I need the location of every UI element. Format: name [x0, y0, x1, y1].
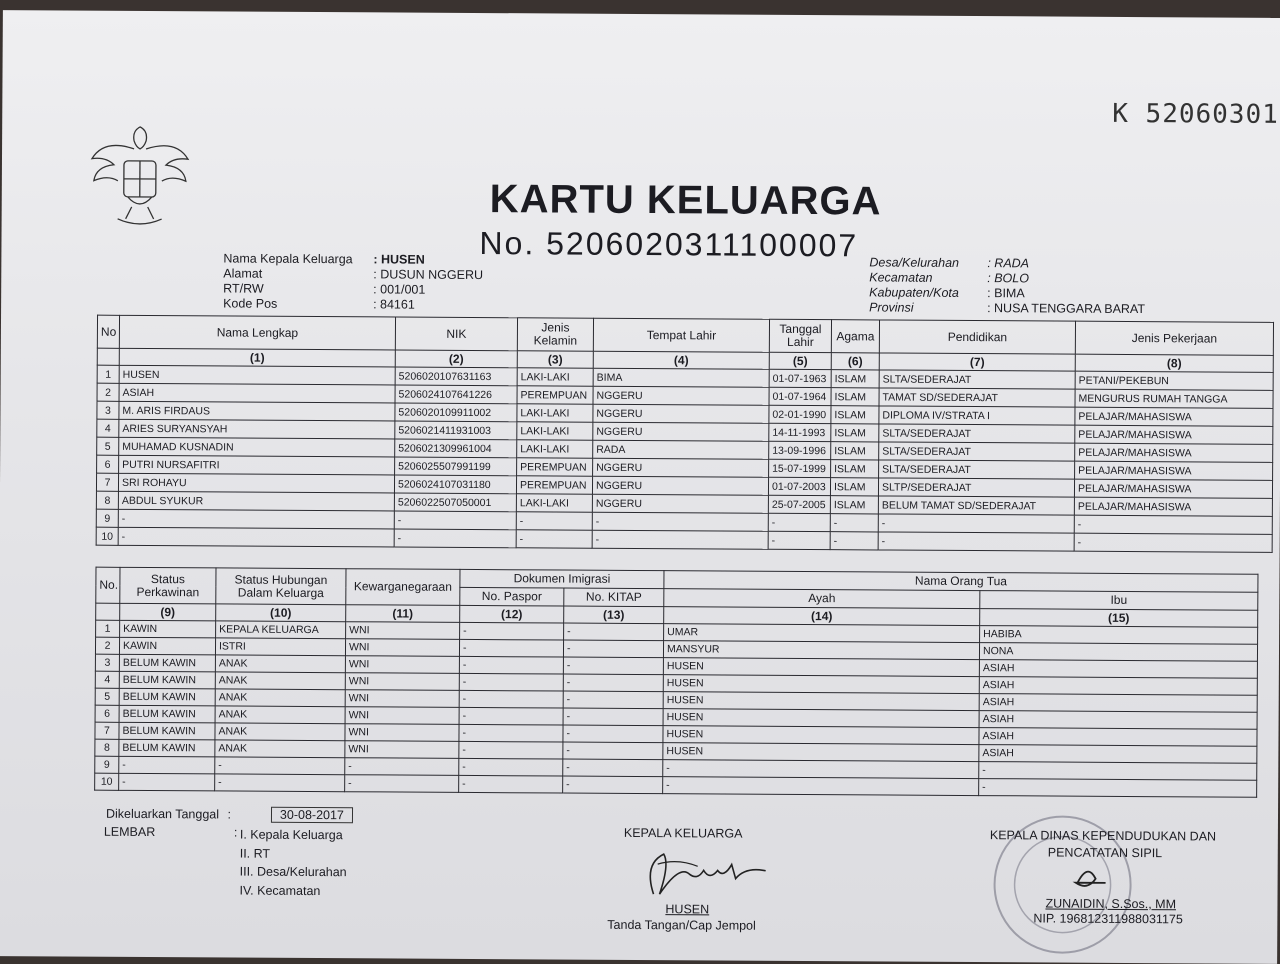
column-number: (10): [216, 604, 346, 622]
issued-block: Dikeluarkan Tanggal : 30-08-2017: [106, 807, 353, 823]
lembar-item: IV. Kecamatan: [239, 881, 346, 900]
kk-sheet: K 52060301 KARTU KELUARGA No. 5206020311100007 Nama Kepala Keluarga : HUSEN Alamat : DUSUN NGGERU RT/RW : 001/001 Kode Pos : 84161 Desa/Kelurahan : RADA Kecamatan : BOLO Kabupaten/Kota : BIMA Provinsi : NUSA TENGGARA BARAT No Nama Lengkap NIK Jenis Kelamin Tempat Lahir Tanggal Lahir Agama Pendidikan Jenis Pekerjaan (1) (2) (3) (4) (5) (6) (7) (8) 1 HUSEN 5206020107631163 LAKI-LAKI BIMA 01-07-1963 ISLAM SLTA/SEDERAJAT PETANI/PEKEBUN 2 ASIAH 5206024107641226 PEREMPUAN NGGERU 01-07-1964 ISLAM TAMAT SD/SEDERAJAT MENGURUS RUMAH TANGGA 3 M. ARIS FIRDAUS 5206020109911002 LAKI-LAKI NGGERU 02-01-1990 ISLAM DIPLOMA IV/STRATA I PELAJAR/MAHASISWA 4 ARIES SURYANSYAH 5206021411931003 LAKI-LAKI NGGERU 14-11-1993 ISLAM SLTA/SEDERAJAT PELAJAR/MAHASISWA 5 MUHAMAD KUSNADIN 5206021309961004 LAKI-LAKI RADA 13-09-1996 ISLAM SLTA/SEDERAJAT PELAJAR/MAHASISWA 6 PUTRI NURSAFITRI 5206025507991199 PEREMPUAN NGGERU 15-07-1999 ISLAM SLTA/SEDERAJAT PELAJAR/MAHASISWA 7 SRI ROHAYU 5206024107031180 PEREMPUAN NGGERU 01-07-2003 ISLAM SLTP/SEDERAJAT PELAJAR/MAHASISWA 8 ABDUL SYUKUR 5206022507050001 LAKI-LAKI NGGERU 25-07-2005 ISLAM BELUM TAMAT SD/SEDERAJAT PELAJAR/MAHASISWA 9 - - - - - - - - 10 - - - - - - - - No. Status Perkawinan Status Hubungan Dalam Keluarga Kewarganegaraan Dokumen Imigrasi Nama Orang Tua No. Paspor No. KITAP Ayah Ibu (9) (10) (11) (12) (13) (14) (15) 1 KAWIN KEPALA KELUARGA WNI - - UMAR HABIBA 2 KAWIN ISTRI WNI - - MANSYUR NONA 3 BELUM KAWIN ANAK WNI - - HUSEN ASIAH 4 BELUM KAWIN ANAK WNI - - HUSEN ASIAH 5 BELUM KAWIN ANAK WNI - - HUSEN ASIAH 6 BELUM KAWIN ANAK WNI - - HUSEN ASIAH 7 BELUM KAWIN ANAK WNI - - HUSEN ASIAH 8 BELUM KAWIN ANAK WNI - - HUSEN ASIAH 9 - - - - - - - 10 - - - - - - - Dikeluarkan Tanggal : 30-08-2017 LEMBAR : I. Kepala Keluarga II. RT III. Desa/Kelurahan IV. Kecamatan KEPALA KELUARGA HUSEN Tanda Tangan/Cap Jempol KEPALA DINAS KEPENDUDUKAN DAN PENCATATAN SIPIL ZUNAIDIN, S.Sos., MM NIP. 196812311988031175: [0, 10, 1280, 964]
table-cell: -: [394, 511, 516, 530]
table-cell: ASIAH: [979, 677, 1257, 696]
column-number: (8): [1075, 354, 1273, 372]
th2-kitap: No. KITAP: [564, 588, 664, 607]
th-jk: Jenis Kelamin: [517, 318, 593, 351]
table-cell: -: [394, 529, 516, 548]
official-nip: NIP. 196812311988031175: [1033, 911, 1183, 926]
table-cell: ISLAM: [831, 406, 879, 424]
table-cell: RADA: [593, 440, 769, 459]
table-cell: -: [830, 514, 878, 532]
column-number: (7): [879, 353, 1075, 371]
table-cell: PELAJAR/MAHASISWA: [1075, 443, 1273, 462]
table-cell: -: [563, 708, 663, 726]
table-cell: LAKI-LAKI: [517, 404, 593, 422]
table-cell: WNI: [345, 690, 459, 708]
table-cell: 5206021309961004: [395, 439, 517, 458]
table-cell: SLTP/SEDERAJAT: [878, 478, 1074, 497]
table-cell: ANAK: [215, 723, 345, 741]
table-cell: ANAK: [215, 672, 345, 690]
table-cell: BELUM TAMAT SD/SEDERAJAT: [878, 496, 1074, 515]
table-cell: 13-09-1996: [769, 441, 831, 459]
table-cell: 15-07-1999: [769, 459, 831, 477]
th-agama: Agama: [831, 320, 879, 353]
table-cell: -: [768, 513, 830, 531]
table-cell: 5206022507050001: [394, 493, 516, 512]
table-cell: ISLAM: [831, 388, 879, 406]
table-cell: ABDUL SYUKUR: [118, 491, 394, 511]
column-number: (1): [119, 348, 395, 367]
official-name: ZUNAIDIN, S.Sos., MM: [1045, 896, 1176, 911]
table-cell: -: [118, 527, 394, 547]
lembar-list: [239, 826, 346, 901]
column-number: (9): [120, 603, 216, 621]
table-cell: -: [878, 514, 1074, 533]
table-cell: 5206021411931003: [395, 421, 517, 440]
table-cell: -: [118, 509, 394, 529]
table-cell: ARIES SURYANSYAH: [119, 419, 395, 439]
column-number: (14): [664, 607, 980, 626]
table-cell: 01-07-2003: [768, 477, 830, 495]
table-cell: DIPLOMA IV/STRATA I: [879, 406, 1075, 425]
th-nama: Nama Lengkap: [119, 315, 395, 350]
table-cell: -: [459, 741, 563, 759]
table-cell: ANAK: [215, 689, 345, 707]
table-cell: ANAK: [215, 740, 345, 758]
table-cell: 2: [95, 637, 119, 654]
table-cell: -: [345, 758, 459, 776]
th-no: No: [97, 315, 119, 348]
table-cell: UMAR: [664, 624, 980, 643]
table-cell: 14-11-1993: [769, 423, 831, 441]
table-cell: -: [1074, 533, 1272, 552]
table-cell: -: [119, 756, 215, 774]
table-cell: BIMA: [593, 368, 769, 387]
table-cell: SLTA/SEDERAJAT: [879, 460, 1075, 479]
table-cell: BELUM KAWIN: [119, 654, 215, 672]
column-number: [96, 603, 120, 620]
column-number: (4): [593, 351, 769, 369]
column-number: (15): [980, 609, 1258, 628]
table-cell: 8: [96, 491, 118, 509]
table-cell: -: [459, 775, 563, 793]
th2-orangtua: Nama Orang Tua: [664, 571, 1258, 593]
column-number: (5): [769, 352, 831, 369]
table-cell: -: [592, 530, 768, 549]
th-pekerjaan: Jenis Pekerjaan: [1075, 321, 1273, 355]
table-cell: BELUM KAWIN: [119, 688, 215, 706]
table-cell: NGGERU: [592, 476, 768, 495]
issued-date: 30-08-2017: [271, 807, 353, 824]
signature-husen: [633, 844, 783, 905]
table-cell: 1: [96, 620, 120, 637]
table-cell: -: [459, 707, 563, 725]
table-cell: ASIAH: [979, 694, 1257, 713]
doc-title: KARTU KELUARGA: [490, 177, 882, 224]
table-cell: PEREMPUAN: [517, 386, 593, 404]
table-cell: -: [663, 777, 979, 796]
table-cell: 9: [95, 756, 119, 773]
table-cell: -: [459, 673, 563, 691]
th2-paspor: No. Paspor: [460, 587, 564, 606]
table-cell: SLTA/SEDERAJAT: [879, 370, 1075, 389]
table-cell: HUSEN: [119, 365, 395, 385]
table-cell: -: [979, 779, 1257, 798]
table-cell: WNI: [345, 707, 459, 725]
table-cell: -: [768, 531, 830, 549]
table-cell: 02-01-1990: [769, 405, 831, 423]
table-cell: 4: [97, 419, 119, 437]
table-cell: -: [215, 774, 345, 792]
lembar-item: III. Desa/Kelurahan: [240, 863, 347, 882]
table-cell: SRI ROHAYU: [118, 473, 394, 493]
th2-no: No.: [96, 567, 120, 603]
table-cell: 5: [97, 437, 119, 455]
table-cell: 5206025507991199: [395, 457, 517, 476]
table-cell: 10: [95, 773, 119, 790]
table-cell: BELUM KAWIN: [119, 739, 215, 757]
th2-kewarganegaraan: Kewarganegaraan: [346, 569, 460, 606]
table-cell: -: [878, 532, 1074, 551]
table-cell: ASIAH: [979, 745, 1257, 764]
table-cell: ASIAH: [979, 711, 1257, 730]
table-cell: KAWIN: [119, 637, 215, 655]
column-number: (6): [831, 353, 879, 370]
lembar-item: II. RT: [240, 844, 347, 863]
table-cell: -: [516, 512, 592, 530]
table-cell: WNI: [346, 622, 460, 640]
table-cell: PELAJAR/MAHASISWA: [1075, 407, 1273, 426]
column-number: [97, 348, 119, 365]
kepala-title: KEPALA KELUARGA: [624, 826, 743, 841]
table-cell: WNI: [345, 639, 459, 657]
table-cell: HUSEN: [663, 743, 979, 762]
table-cell: PELAJAR/MAHASISWA: [1075, 425, 1273, 444]
table-cell: MUHAMAD KUSNADIN: [119, 437, 395, 457]
table-cell: -: [979, 762, 1257, 781]
table-cell: ISLAM: [831, 460, 879, 478]
table-cell: SLTA/SEDERAJAT: [879, 442, 1075, 461]
column-number: (13): [564, 606, 664, 624]
table-cell: NGGERU: [593, 404, 769, 423]
table-cell: BELUM KAWIN: [119, 671, 215, 689]
table-cell: LAKI-LAKI: [517, 368, 593, 386]
table-cell: 5206020109911002: [395, 403, 517, 422]
table-cell: ISLAM: [831, 370, 879, 388]
table-cell: HUSEN: [663, 726, 979, 745]
table-cell: M. ARIS FIRDAUS: [119, 401, 395, 421]
table-cell: -: [563, 640, 663, 658]
table-cell: NGGERU: [592, 494, 768, 513]
table-cell: HUSEN: [663, 709, 979, 728]
table-cell: 1: [97, 365, 119, 383]
table-cell: 6: [95, 705, 119, 722]
table-cell: -: [459, 639, 563, 657]
th-tgl: Tanggal Lahir: [769, 319, 831, 352]
header-right: Desa/Kelurahan : RADA Kecamatan : BOLO Kabupaten/Kota : BIMA Provinsi : NUSA TENGGARA BARAT: [869, 255, 1145, 317]
table-cell: ASIAH: [979, 660, 1257, 679]
table-cell: -: [459, 724, 563, 742]
table-cell: ANAK: [215, 655, 345, 673]
table-cell: LAKI-LAKI: [516, 494, 592, 512]
status-table: [94, 567, 1258, 798]
table-cell: -: [563, 725, 663, 743]
table-cell: 8: [95, 739, 119, 756]
table-cell: ANAK: [215, 706, 345, 724]
table-cell: MENGURUS RUMAH TANGGA: [1075, 389, 1273, 408]
table-cell: -: [516, 530, 592, 548]
table-cell: -: [459, 690, 563, 708]
table-cell: PELAJAR/MAHASISWA: [1074, 497, 1272, 516]
table-cell: NGGERU: [593, 386, 769, 405]
official-title-1: KEPALA DINAS KEPENDUDUKAN DAN: [990, 828, 1216, 843]
table-cell: TAMAT SD/SEDERAJAT: [879, 388, 1075, 407]
th-pendidikan: Pendidikan: [879, 320, 1075, 354]
column-number: (2): [395, 350, 517, 368]
table-cell: ISLAM: [831, 442, 879, 460]
table-cell: HUSEN: [663, 692, 979, 711]
header-left: Nama Kepala Keluarga : HUSEN Alamat : DUSUN NGGERU RT/RW : 001/001 Kode Pos : 84161: [223, 251, 483, 313]
table-cell: -: [459, 656, 563, 674]
table-cell: ASIAH: [979, 728, 1257, 747]
th2-ibu: Ibu: [980, 591, 1258, 611]
members-table: [96, 315, 1274, 553]
document-code: K 52060301: [1112, 99, 1279, 130]
table-cell: -: [563, 776, 663, 794]
table-cell: BELUM KAWIN: [119, 722, 215, 740]
table-cell: -: [563, 657, 663, 675]
th-nik: NIK: [395, 317, 517, 351]
column-number: (12): [460, 605, 564, 623]
column-number: (3): [517, 351, 593, 368]
lembar-label: LEMBAR: [104, 825, 155, 839]
doc-number: No. 5206020311100007: [479, 225, 858, 264]
table-cell: HUSEN: [663, 675, 979, 694]
table-cell: 9: [96, 509, 118, 527]
table-cell: -: [830, 532, 878, 550]
table-cell: MANSYUR: [663, 641, 979, 660]
table-cell: ISLAM: [831, 424, 879, 442]
table-cell: 5: [95, 688, 119, 705]
table-cell: 6: [97, 455, 119, 473]
table-cell: 5206020107631163: [395, 367, 517, 386]
kepala-name: HUSEN: [665, 902, 709, 916]
table-cell: WNI: [345, 673, 459, 691]
table-cell: PELAJAR/MAHASISWA: [1074, 479, 1272, 498]
table-cell: NGGERU: [593, 422, 769, 441]
table-cell: PUTRI NURSAFITRI: [119, 455, 395, 475]
kepala-caption: Tanda Tangan/Cap Jempol: [607, 918, 756, 933]
table-cell: NONA: [979, 643, 1257, 662]
table-cell: 3: [97, 401, 119, 419]
table-cell: 01-07-1963: [769, 369, 831, 387]
table-cell: PEREMPUAN: [516, 476, 592, 494]
table-cell: -: [563, 674, 663, 692]
table-cell: -: [119, 773, 215, 791]
table-cell: -: [345, 775, 459, 793]
table-cell: -: [1074, 515, 1272, 534]
table-cell: SLTA/SEDERAJAT: [879, 424, 1075, 443]
table-cell: ASIAH: [119, 383, 395, 403]
table-cell: -: [215, 757, 345, 775]
official-title-2: PENCATATAN SIPIL: [1048, 845, 1162, 860]
issued-label: Dikeluarkan Tanggal: [106, 807, 224, 822]
table-cell: -: [563, 759, 663, 777]
table-cell: LAKI-LAKI: [517, 422, 593, 440]
table-cell: WNI: [345, 724, 459, 742]
table-cell: KEPALA KELUARGA: [216, 621, 346, 639]
table-cell: ISLAM: [830, 478, 878, 496]
table-cell: -: [663, 760, 979, 779]
table-cell: PEREMPUAN: [517, 458, 593, 476]
table-cell: WNI: [345, 741, 459, 759]
table-cell: -: [460, 622, 564, 640]
table-cell: -: [563, 742, 663, 760]
table-cell: HABIBA: [980, 626, 1258, 645]
table-cell: 4: [95, 671, 119, 688]
table-cell: 2: [97, 383, 119, 401]
table-cell: 7: [96, 473, 118, 491]
table-cell: 3: [95, 654, 119, 671]
table-cell: PELAJAR/MAHASISWA: [1075, 461, 1273, 480]
table-cell: 25-07-2005: [768, 495, 830, 513]
th2-ayah: Ayah: [664, 589, 980, 609]
garuda-emblem: [88, 121, 193, 240]
th2-dokumen: Dokumen Imigrasi: [460, 569, 664, 588]
table-cell: 01-07-1964: [769, 387, 831, 405]
lembar-item: I. Kepala Keluarga: [240, 826, 347, 845]
table-cell: 5206024107031180: [394, 475, 516, 494]
table-cell: 10: [96, 527, 118, 545]
table-cell: PETANI/PEKEBUN: [1075, 371, 1273, 390]
table-cell: KAWIN: [120, 620, 216, 638]
table-cell: -: [592, 512, 768, 531]
table-cell: 7: [95, 722, 119, 739]
th-tempat: Tempat Lahir: [593, 318, 769, 352]
table-cell: -: [563, 691, 663, 709]
table-cell: ISLAM: [830, 496, 878, 514]
table-cell: BELUM KAWIN: [119, 705, 215, 723]
table-cell: HUSEN: [663, 658, 979, 677]
table-cell: 5206024107641226: [395, 385, 517, 404]
column-number: (11): [346, 605, 460, 623]
table-cell: -: [564, 623, 664, 641]
th2-perkawinan: Status Perkawinan: [120, 567, 216, 604]
table-cell: ISTRI: [215, 638, 345, 656]
table-cell: NGGERU: [593, 458, 769, 477]
table-cell: -: [459, 758, 563, 776]
table-cell: LAKI-LAKI: [517, 440, 593, 458]
table-cell: WNI: [345, 656, 459, 674]
th2-hubungan: Status Hubungan Dalam Keluarga: [216, 568, 346, 605]
